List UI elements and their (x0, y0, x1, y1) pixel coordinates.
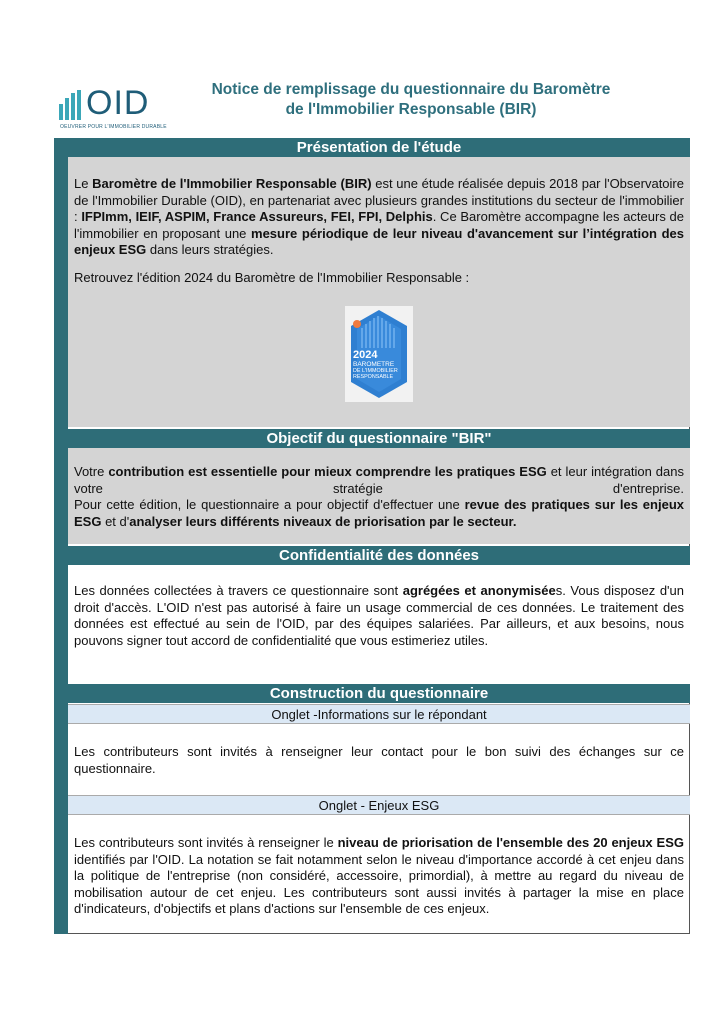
badge-line-3: RESPONSABLE (353, 374, 394, 380)
bold-run: Baromètre de l'Immobilier Responsable (BIR) (92, 176, 372, 191)
text-run: Pour cette édition, le questionnaire a pour objectif d'effectuer une (74, 497, 465, 512)
onglet-enjeux-text (74, 835, 684, 918)
bold-run: revue des pratiques sur les enjeux ESG (74, 497, 684, 529)
badge-year: 2024 (353, 349, 378, 361)
logo-wordmark: OID (86, 84, 150, 122)
bold-run: IFPImm, IEIF, ASPIM, France Assureurs, FEI, FPI, Delphis (81, 209, 433, 224)
text-run: Les données collectées à travers ce questionnaire sont (74, 583, 403, 598)
barometre-2024-badge (345, 306, 413, 402)
badge-line-2: DE L'IMMOBILIER (353, 368, 398, 374)
bold-run: mesure périodique de leur niveau d'avancement sur l’intégration des enjeux ESG (74, 225, 684, 257)
oid-logo (58, 84, 168, 134)
objectif-paragraph-1 (74, 464, 684, 497)
onglet-informations-heading: Onglet -Informations sur le répondant (68, 704, 690, 724)
section-heading-confidentialite: Confidentialité des données (68, 546, 690, 565)
page-title (186, 80, 636, 120)
logo-tagline: OEUVRER POUR L'IMMOBILIER DURABLE (60, 124, 167, 130)
confidentialite-paragraph (74, 583, 684, 649)
title-line-2: de l'Immobilier Responsable (BIR) (285, 101, 537, 118)
text-run: s. Vous disposez d'un droit d'accès. L'OID n'est pas autorisé à faire un usage commercial de ces données. Le traitement des données est effectué au sein de l'OID, par des équipes salariées. Par ailleurs, et aux besoins, nous pouvons signer tout accord de confidentialité que vous estimeriez utiles. (74, 583, 684, 648)
onglet-informations-text: Les contributeurs sont invités à renseigner leur contact pour le bon suivi des échanges sur ce questionnaire. (74, 744, 684, 776)
bold-run: contribution est essentielle pour mieux comprendre les pratiques ESG (108, 464, 547, 479)
title-line-1: Notice de remplissage du questionnaire du Baromètre (211, 81, 611, 98)
text-run: Votre (74, 464, 109, 479)
text-run: Le (74, 176, 93, 191)
text-run: identifiés par l'OID. La notation se fait notamment selon le niveau d'importance accordé à cet enjeu dans la politique de l'entreprise (non considéré, accessoire, primordial), à mettre au regard du niveau de mobilisation autour de cet enjeu. Les contributeurs sont aussi invités à partager la mise en place d'indicateurs, d'objectifs et plans d'actions sur l'ensemble de ces enjeux. (74, 851, 684, 916)
text-run: est une étude réalisée depuis 2018 par l'Observatoire de l'Immobilier Durable (OID), en partenariat avec plusieurs grandes institutions du secteur de l'immobilier : (74, 176, 684, 224)
badge-line-1: BAROMETRE (353, 361, 395, 368)
bold-run: niveau de priorisation de l'ensemble des 20 enjeux ESG (337, 835, 684, 850)
onglet-enjeux-heading: Onglet - Enjeux ESG (68, 795, 690, 815)
text-run: et d' (101, 513, 130, 529)
building-bars-icon (58, 90, 84, 120)
text-run: dans leurs stratégies. (146, 242, 274, 257)
section-heading-presentation: Présentation de l'étude (68, 138, 690, 157)
bold-run: agrégées et anonymisée (402, 583, 556, 598)
text-run: Les contributeurs sont invités à renseigner le (74, 835, 338, 850)
section-heading-objectif: Objectif du questionnaire "BIR" (68, 429, 690, 448)
bold-run: analyser leurs différents niveaux de priorisation par le secteur. (129, 513, 517, 529)
section-heading-construction: Construction du questionnaire (68, 684, 690, 703)
left-stripe (54, 138, 68, 934)
text-run: . Ce Baromètre accompagne les acteurs de l'immobilier en proposant une (74, 209, 684, 241)
presentation-edition-text: Retrouvez l'édition 2024 du Baromètre de l'Immobilier Responsable : (74, 270, 470, 285)
text-run: et leur intégration dans votre stratégie d'entreprise. (74, 464, 684, 496)
objectif-paragraph-2 (74, 497, 684, 530)
presentation-paragraph (74, 176, 684, 259)
